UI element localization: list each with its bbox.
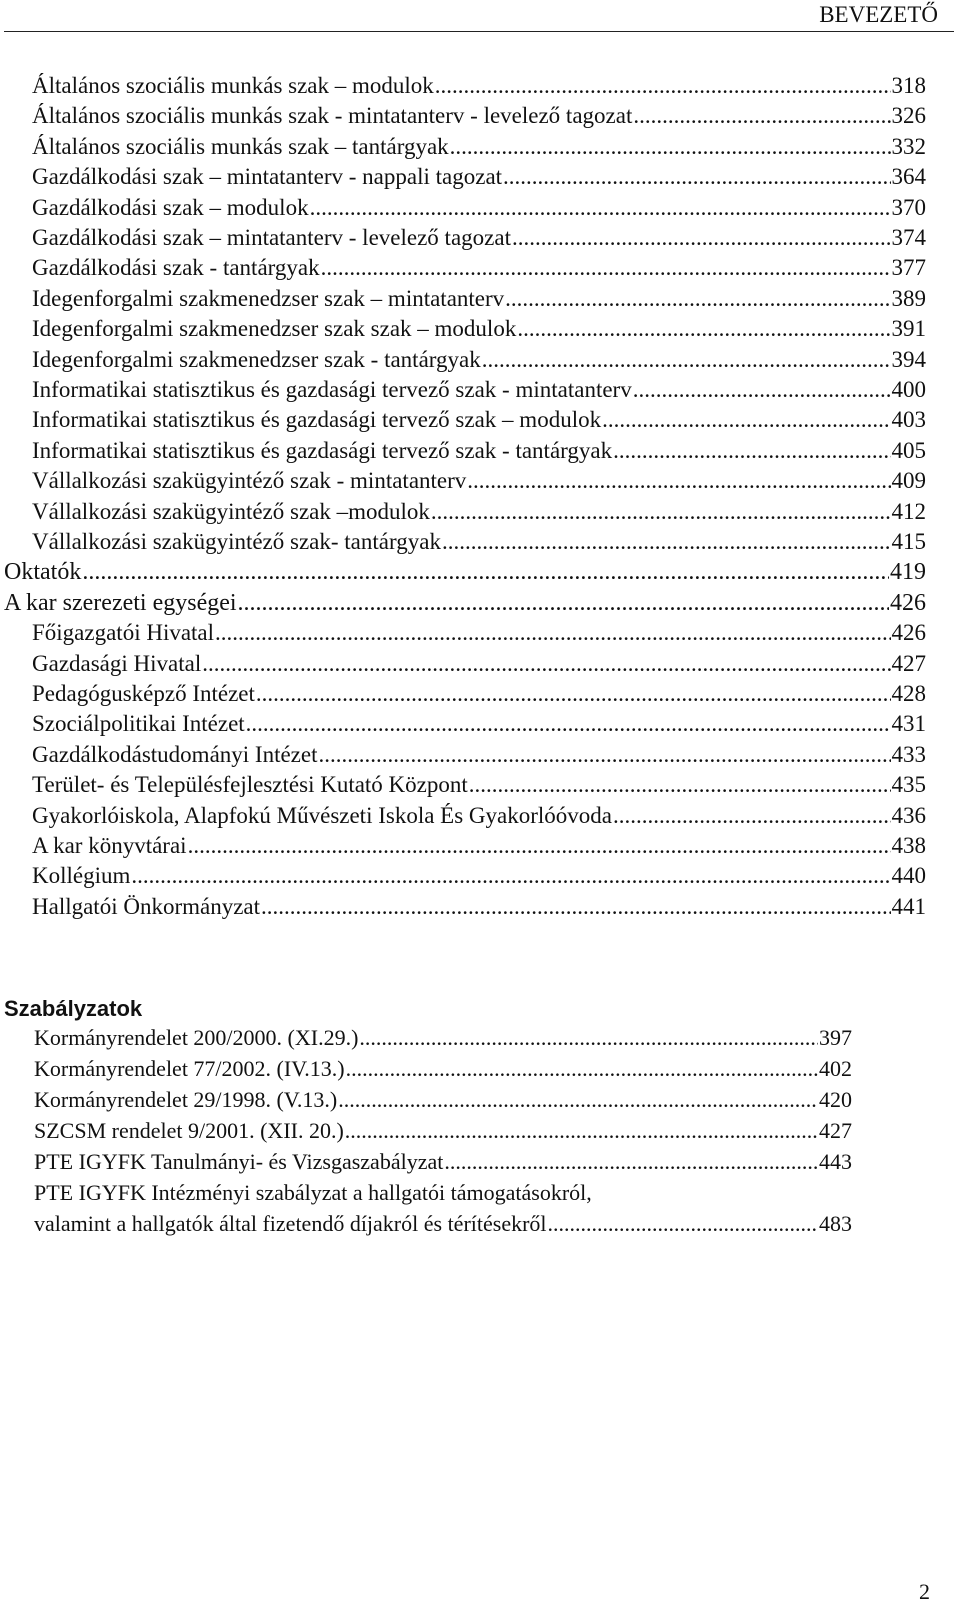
- regulation-multiline-second: valamint a hallgatók által fizetendő díjakról és térítésekről: [34, 1211, 547, 1236]
- toc-entry-page: 412: [891, 498, 926, 524]
- toc-entry-label: Vállalkozási szakügyintéző szak- tantárgyak: [32, 529, 441, 554]
- toc-entry-page: 318: [891, 73, 926, 98]
- dot-leader: [256, 681, 891, 707]
- dot-leader: [517, 316, 890, 342]
- toc-entry-page: 364: [891, 164, 926, 190]
- dot-leader: [346, 1056, 818, 1082]
- toc-entry[interactable]: [32, 255, 926, 286]
- toc-entry[interactable]: [32, 407, 926, 438]
- toc-entry[interactable]: [32, 103, 926, 134]
- dot-leader: [318, 742, 890, 768]
- toc-entry[interactable]: [32, 742, 926, 773]
- toc-entry-page: 436: [891, 802, 926, 828]
- toc-entry-label: Gazdálkodási szak - tantárgyak: [32, 255, 320, 281]
- toc-entry[interactable]: [4, 590, 926, 621]
- toc-entry[interactable]: [32, 134, 926, 165]
- dot-leader: [505, 286, 890, 312]
- regulation-entry[interactable]: [34, 1087, 852, 1118]
- regulation-page: 483: [819, 1211, 852, 1236]
- toc-entry[interactable]: [32, 468, 926, 499]
- regulation-label: Kormányrendelet 200/2000. (XI.29.): [34, 1025, 359, 1050]
- toc-entry-page: 438: [891, 833, 926, 858]
- toc-entry-page: 409: [891, 468, 926, 494]
- dot-leader: [215, 620, 890, 646]
- regulation-entry[interactable]: [34, 1025, 852, 1056]
- dot-leader: [131, 863, 890, 889]
- toc-entry-page: 415: [891, 529, 926, 554]
- regulation-page: 420: [819, 1087, 852, 1112]
- toc-entry[interactable]: [32, 377, 926, 408]
- dot-leader: [345, 1118, 818, 1144]
- regulation-page: 402: [819, 1056, 852, 1081]
- regulation-label: Kormányrendelet 77/2002. (IV.13.): [34, 1056, 345, 1081]
- toc-entry-label: Általános szociális munkás szak – tantárgyak: [32, 133, 449, 159]
- toc-entry-label: Terület- és Településfejlesztési Kutató Központ: [32, 772, 468, 798]
- toc-entry-label: A kar szerezeti egységei: [4, 589, 237, 616]
- regulation-label: SZCSM rendelet 9/2001. (XII. 20.): [34, 1118, 344, 1143]
- dot-leader: [431, 499, 891, 525]
- dot-leader: [467, 468, 890, 494]
- toc-entry-label: Hallgatói Önkormányzat: [32, 893, 261, 919]
- toc-entry[interactable]: [32, 681, 926, 712]
- regulation-label: PTE IGYFK Tanulmányi- és Vizsgaszabályzat: [34, 1149, 444, 1174]
- toc-entry-page: 403: [891, 407, 926, 433]
- toc-entry-page: 370: [891, 194, 926, 220]
- toc-entry-label: Oktatók: [4, 559, 82, 586]
- toc-entry-label: Gyakorlóiskola, Alapfokú Művészeti Iskola És Gyakorlóóvoda: [32, 802, 612, 828]
- regulation-page: 443: [819, 1149, 852, 1174]
- toc-entry[interactable]: [32, 73, 926, 104]
- toc-entry-label: Informatikai statisztikus és gazdasági tervező szak - mintatanterv: [32, 377, 632, 402]
- regulation-entry[interactable]: [34, 1149, 852, 1180]
- dot-leader: [202, 651, 890, 677]
- toc-entry-page: 389: [891, 285, 926, 311]
- header-rule: [4, 31, 954, 32]
- regulation-multiline-first: PTE IGYFK Intézményi szabályzat a hallgatói támogatásokról,: [34, 1180, 592, 1205]
- dot-leader: [633, 377, 891, 403]
- dot-leader: [548, 1211, 818, 1237]
- toc-entry[interactable]: [32, 711, 926, 742]
- toc-entry-page: 433: [891, 741, 926, 767]
- toc-entry-label: Gazdálkodási szak – modulok: [32, 194, 309, 220]
- toc-entry[interactable]: [32, 225, 926, 256]
- toc-entry[interactable]: [32, 438, 926, 469]
- dot-leader: [613, 438, 890, 464]
- dot-leader: [188, 833, 891, 859]
- dot-leader: [321, 255, 891, 281]
- toc-entry-page: 391: [891, 316, 926, 342]
- toc-entry[interactable]: [32, 286, 926, 317]
- regulation-entry[interactable]: [34, 1211, 852, 1242]
- toc-entry[interactable]: [32, 529, 926, 560]
- header-title: BEVEZETŐ: [819, 2, 938, 27]
- toc-entry-page: 426: [890, 589, 926, 616]
- dot-leader: [503, 164, 890, 190]
- toc-entry-label: Idegenforgalmi szakmenedzser szak szak – modulok: [32, 316, 517, 342]
- dot-leader: [450, 134, 891, 160]
- toc-entry[interactable]: [32, 620, 926, 651]
- dot-leader: [602, 407, 890, 433]
- toc-entry-label: Főigazgatói Hivatal: [32, 620, 215, 646]
- dot-leader: [359, 1025, 818, 1051]
- regulations-heading: Szabályzatok: [4, 996, 143, 1021]
- dot-leader: [613, 803, 891, 829]
- regulation-page: 427: [819, 1118, 852, 1143]
- toc-entry-label: A kar könyvtárai: [32, 833, 187, 858]
- toc-entry[interactable]: [32, 803, 926, 834]
- regulation-page: 397: [819, 1025, 852, 1050]
- dot-leader: [338, 1087, 818, 1113]
- dot-leader: [633, 103, 890, 129]
- toc-entry-page: 419: [890, 559, 926, 586]
- dot-leader: [482, 347, 891, 373]
- toc-entry-label: Általános szociális munkás szak – modulok: [32, 73, 434, 98]
- toc-entry[interactable]: [32, 863, 926, 894]
- dot-leader: [435, 73, 891, 99]
- toc-entry-page: 428: [891, 681, 926, 706]
- dot-leader: [82, 559, 889, 586]
- toc-entry[interactable]: [32, 195, 926, 226]
- toc-entry-page: 405: [891, 437, 926, 463]
- regulation-label: Kormányrendelet 29/1998. (V.13.): [34, 1087, 338, 1112]
- toc-entry-label: Vállalkozási szakügyintéző szak - mintatanterv: [32, 468, 467, 494]
- dot-leader: [246, 711, 891, 737]
- page-number: 2: [919, 1579, 930, 1604]
- toc-entry[interactable]: [4, 559, 926, 590]
- dot-leader: [442, 529, 891, 555]
- toc-entry-label: Informatikai statisztikus és gazdasági tervező szak – modulok: [32, 407, 602, 433]
- toc-entry-label: Pedagógusképző Intézet: [32, 681, 255, 706]
- toc-entry-page: 431: [891, 711, 926, 737]
- toc-entry-label: Kollégium: [32, 863, 131, 889]
- toc-entry-page: 400: [891, 377, 926, 402]
- dot-leader: [444, 1149, 818, 1175]
- toc-entry-label: Vállalkozási szakügyintéző szak –modulok: [32, 498, 430, 524]
- toc-entry-page: 377: [891, 255, 926, 281]
- toc-entry-label: Gazdálkodási szak – mintatanterv - levelező tagozat: [32, 225, 511, 250]
- toc-entry-label: Gazdasági Hivatal: [32, 650, 202, 676]
- toc-entry-label: Gazdálkodási szak – mintatanterv - nappali tagozat: [32, 164, 503, 190]
- toc-entry[interactable]: [32, 347, 926, 378]
- toc-entry-label: Általános szociális munkás szak - mintatanterv - levelező tagozat: [32, 103, 633, 129]
- toc-entry-label: Idegenforgalmi szakmenedzser szak - tantárgyak: [32, 346, 481, 372]
- toc-entry[interactable]: [32, 164, 926, 195]
- regulation-entry[interactable]: [34, 1118, 852, 1149]
- dot-leader: [512, 225, 891, 251]
- toc-entry-label: Szociálpolitikai Intézet: [32, 711, 245, 737]
- dot-leader: [238, 590, 889, 617]
- toc-entry-page: 394: [891, 346, 926, 372]
- toc-entry-page: 440: [891, 863, 926, 889]
- toc-entry-page: 427: [891, 650, 926, 676]
- toc-entry-page: 374: [891, 225, 926, 250]
- toc-entry-page: 441: [891, 893, 926, 919]
- regulation-entry[interactable]: [34, 1056, 852, 1087]
- toc-entry-page: 332: [891, 133, 926, 159]
- dot-leader: [261, 894, 890, 920]
- toc-entry[interactable]: [32, 499, 926, 530]
- toc-entry-page: 435: [891, 772, 926, 798]
- toc-entry[interactable]: [32, 651, 926, 682]
- toc-entry[interactable]: [32, 833, 926, 864]
- toc-entry[interactable]: [32, 894, 926, 925]
- toc-entry[interactable]: [32, 316, 926, 347]
- toc-entry-label: Informatikai statisztikus és gazdasági tervező szak - tantárgyak: [32, 437, 613, 463]
- toc-entry-page: 426: [891, 620, 926, 646]
- dot-leader: [310, 195, 891, 221]
- toc-entry-label: Idegenforgalmi szakmenedzser szak – mintatanterv: [32, 285, 505, 311]
- dot-leader: [469, 772, 891, 798]
- toc-entry[interactable]: [32, 772, 926, 803]
- toc-entry-page: 326: [891, 103, 926, 129]
- toc-entry-label: Gazdálkodástudományi Intézet: [32, 741, 318, 767]
